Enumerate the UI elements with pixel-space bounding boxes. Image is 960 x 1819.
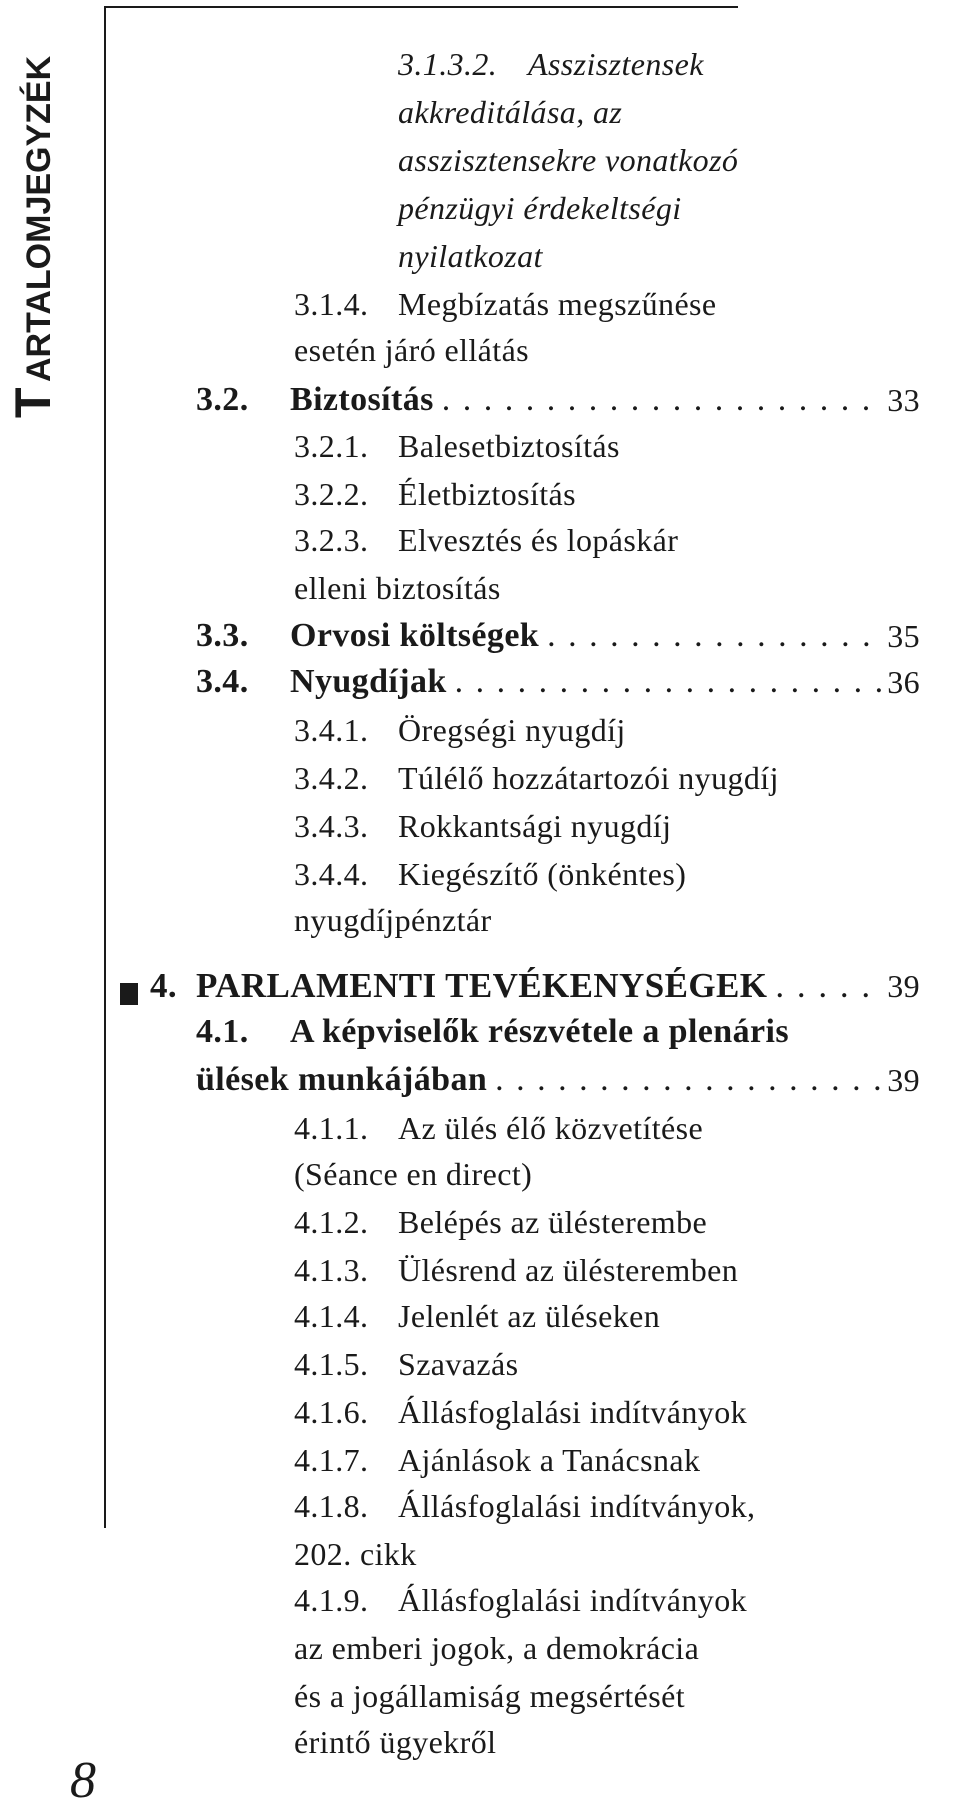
toc-entry [294, 1388, 747, 1436]
toc-entry-number: 3.2.3. [294, 521, 369, 558]
toc-entry [398, 136, 738, 184]
toc-entry-title: Életbiztosítás [398, 475, 577, 512]
toc-entry-number: 4.1.9. [294, 1581, 369, 1618]
toc-dot-leader [539, 617, 883, 655]
toc-entry [294, 470, 576, 518]
toc-entry-title: Az ülés élő közvetítése [398, 1109, 704, 1146]
toc-entry-title: asszisztensekre vonatkozó [398, 141, 739, 178]
toc-entry [294, 1436, 700, 1484]
toc-entry [398, 232, 543, 280]
toc-entry-number: 3.1.4. [294, 285, 369, 322]
toc-entry-number: 4.1.4. [294, 1297, 369, 1334]
toc-entry-title: Ülésrend az ülésteremben [398, 1251, 739, 1288]
toc-entry-title: érintő ügyekről [294, 1723, 497, 1760]
toc-entry-title: Nyugdíjak [290, 663, 447, 700]
toc-entry [294, 564, 501, 612]
toc-entry [294, 1482, 755, 1530]
toc-entry-number: 4.1.5. [294, 1345, 369, 1382]
toc-entry-title: Öregségi nyugdíj [398, 711, 626, 748]
toc-entry-title: pénzügyi érdekeltségi [398, 189, 682, 226]
toc-entry [294, 1576, 747, 1624]
toc-entry-title: PARLAMENTI TEVÉKENYSÉGEK [196, 966, 768, 1005]
toc-dot-leader [434, 381, 883, 419]
toc-entry [294, 1624, 699, 1672]
toc-entry [294, 1530, 417, 1578]
toc-entry-title: Elvesztés és lopáskár [398, 521, 679, 558]
toc-entry-title: Jelenlét az üléseken [398, 1297, 661, 1334]
toc-entry-title: Állásfoglalási indítványok, [398, 1487, 756, 1524]
toc-entry-title: 202. cikk [294, 1535, 417, 1572]
toc-entry-title: Megbízatás megszűnése [398, 285, 717, 322]
toc-entry-number: 4.1.7. [294, 1441, 369, 1478]
toc-entry [294, 422, 620, 470]
toc-entry-number: 4.1. [196, 1013, 249, 1050]
toc-entry-page: 35 [887, 617, 920, 654]
toc-entry-number: 4.1.1. [294, 1109, 369, 1146]
toc-entry [294, 1198, 707, 1246]
toc-entry-title: Asszisztensek [528, 45, 704, 82]
toc-entry [294, 802, 671, 850]
toc-entry-title: Állásfoglalási indítványok [398, 1393, 748, 1430]
toc-entry [196, 376, 920, 424]
toc-entry [294, 706, 626, 754]
toc-entry-number: 4.1.2. [294, 1203, 369, 1240]
toc-entry [294, 1718, 496, 1766]
toc-entry-number: 4.1.8. [294, 1487, 369, 1524]
toc-entry [294, 326, 529, 374]
side-title-rest: ARTALOMJEGYZÉK [20, 55, 58, 382]
toc-entry-title: (Séance en direct) [294, 1155, 533, 1192]
toc-entry [294, 896, 492, 944]
toc-entry-number: 3.4.1. [294, 711, 369, 748]
toc-entry-number: 4.1.3. [294, 1251, 369, 1288]
toc-entry-page: 36 [887, 663, 920, 700]
toc-entry-title: az emberi jogok, a demokrácia [294, 1629, 700, 1666]
toc-entry-number: 3.2. [196, 381, 249, 418]
toc-entry-page: 33 [887, 381, 920, 418]
toc-entry [294, 754, 779, 802]
toc-entry-title: nyugdíjpénztár [294, 901, 492, 938]
toc-dot-leader [487, 1061, 883, 1099]
toc-entry-title: és a jogállamiság megsértését [294, 1677, 686, 1714]
toc-entry [398, 40, 704, 88]
toc-entry [398, 88, 622, 136]
toc-dot-leader [767, 966, 883, 1006]
toc-entry [150, 962, 920, 1010]
toc-entry-title: Túlélő hozzátartozói nyugdíj [398, 759, 779, 796]
toc-entry-number: 4. [150, 966, 178, 1005]
page-number: 8 [70, 1752, 96, 1809]
toc-entry-number: 3.1.3.2. [398, 45, 498, 82]
toc-entry-number: 3.4.2. [294, 759, 369, 796]
toc-entry-number: 3.2.1. [294, 427, 369, 464]
toc-entry-number: 3.3. [196, 617, 249, 654]
toc-entry-title: esetén járó ellátás [294, 331, 530, 368]
toc-entry-title: elleni biztosítás [294, 569, 501, 606]
toc-entry [398, 184, 682, 232]
toc-entry-number: 4.1.6. [294, 1393, 369, 1430]
toc-entry-number: 3.4.4. [294, 855, 369, 892]
toc-entry [294, 280, 717, 328]
toc-entry-page: 39 [887, 967, 920, 1004]
toc-entry-page: 39 [887, 1061, 920, 1098]
toc-entry [294, 516, 678, 564]
toc-entry [294, 1150, 532, 1198]
toc-entry-title: Belépés az ülésterembe [398, 1203, 708, 1240]
toc-entry [294, 850, 686, 898]
toc-entry-number: 3.4.3. [294, 807, 369, 844]
toc-entry-number: 3.2.2. [294, 475, 369, 512]
toc-entry-title: Balesetbiztosítás [398, 427, 620, 464]
toc-entry [196, 1056, 920, 1104]
toc-entry-title: nyilatkozat [398, 237, 543, 274]
toc-entry-number: 3.4. [196, 663, 249, 700]
toc-entry-title: Kiegészítő (önkéntes) [398, 855, 687, 892]
toc-entry [294, 1292, 660, 1340]
toc-entry-title: akkreditálása, az [398, 93, 623, 130]
toc-entry [196, 612, 920, 660]
toc-entry-title: A képviselők részvétele a plenáris [290, 1013, 789, 1050]
toc-entry [294, 1672, 685, 1720]
toc-entry-title: Szavazás [398, 1345, 519, 1382]
toc-entry [196, 1008, 789, 1056]
side-title-first-letter: T [5, 387, 61, 418]
toc-entry-title: Ajánlások a Tanácsnak [398, 1441, 701, 1478]
toc-entry-title: Állásfoglalási indítványok [398, 1581, 748, 1618]
toc-entry-title: Biztosítás [290, 381, 434, 418]
toc-dot-leader [447, 663, 884, 701]
toc-entry-title: ülések munkájában [196, 1061, 488, 1098]
toc-entry [294, 1340, 518, 1388]
toc-entry [196, 658, 920, 706]
toc-entry [294, 1246, 738, 1294]
toc-entry [294, 1104, 703, 1152]
toc-entry-title: Orvosi költségek [290, 617, 540, 654]
toc-entry-title: Rokkantsági nyugdíj [398, 807, 672, 844]
